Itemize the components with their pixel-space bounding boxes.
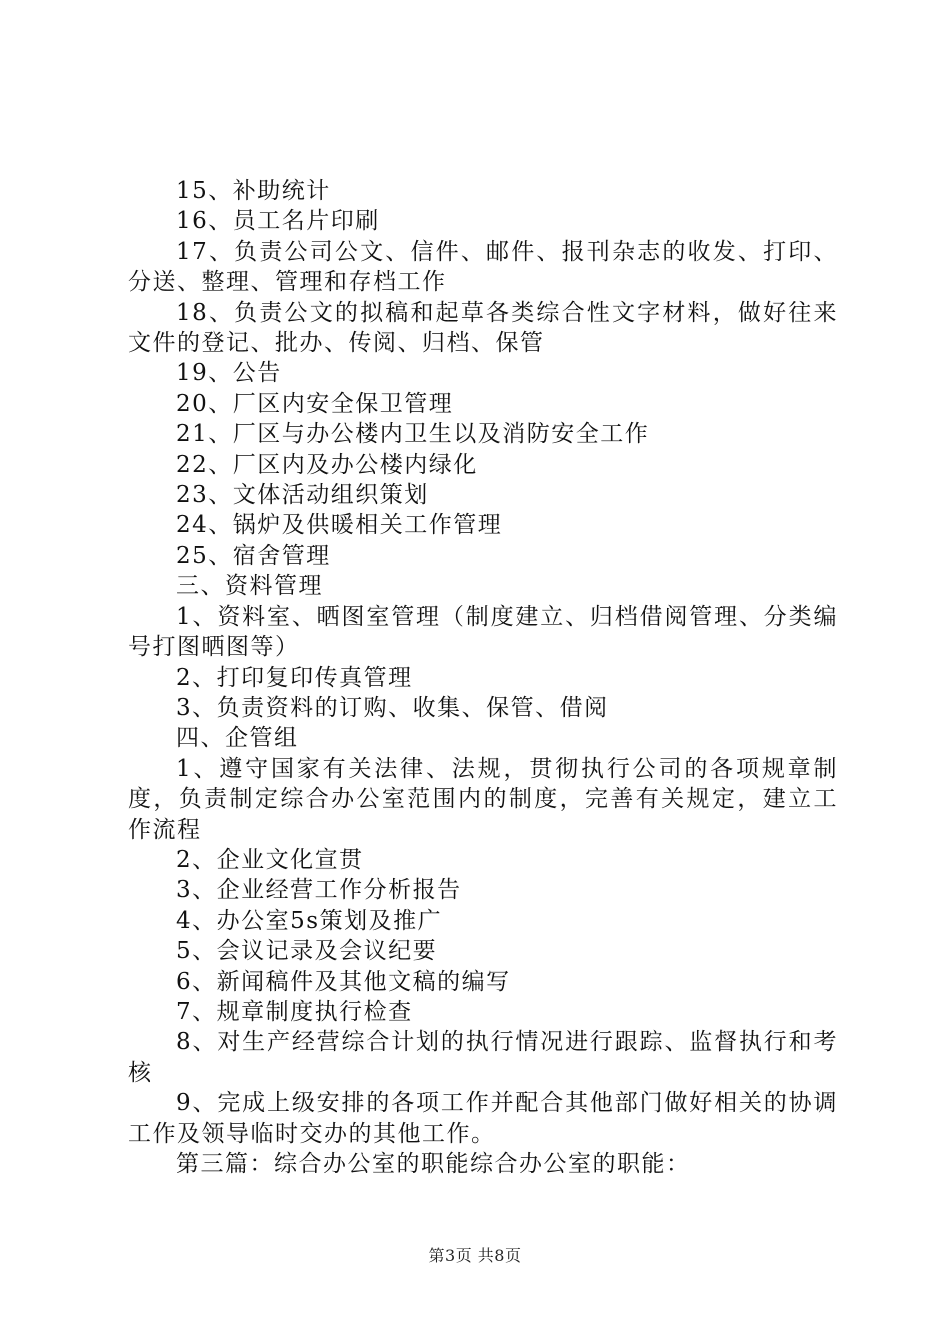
paragraph: 23、文体活动组织策划 bbox=[176, 482, 429, 509]
paragraph: 16、员工名片印刷 bbox=[176, 208, 380, 235]
chapter-heading: 第三篇：综合办公室的职能综合办公室的职能： bbox=[176, 1151, 691, 1177]
paragraph: 7、规章制度执行检查 bbox=[176, 998, 413, 1025]
paragraph: 6、新闻稿件及其他文稿的编写 bbox=[176, 968, 511, 995]
document-body bbox=[128, 176, 838, 1179]
paragraph: 1、遵守国家有关法律、法规，贯彻执行公司的各项规章制度，负责制定综合办公室范围内的制度，完善有关规定，建立工作流程 bbox=[128, 755, 838, 843]
paragraph: 22、厂区内及办公楼内绿化 bbox=[176, 451, 478, 478]
paragraph: 3、负责资料的订购、收集、保管、借阅 bbox=[176, 694, 609, 721]
paragraph: 18、负责公文的拟稿和起草各类综合性文字材料，做好往来文件的登记、批办、传阅、归档、保管 bbox=[128, 299, 838, 357]
paragraph: 24、锅炉及供暖相关工作管理 bbox=[176, 512, 503, 539]
paragraph: 3、企业经营工作分析报告 bbox=[176, 877, 462, 904]
paragraph: 9、完成上级安排的各项工作并配合其他部门做好相关的协调工作及领导临时交办的其他工作。 bbox=[128, 1090, 838, 1147]
paragraph: 1、资料室、晒图室管理（制度建立、归档借阅管理、分类编号打图晒图等） bbox=[128, 603, 838, 661]
paragraph: 4、办公室5s策划及推广 bbox=[176, 907, 443, 934]
paragraph: 20、厂区内安全保卫管理 bbox=[176, 390, 454, 417]
paragraph: 15、补助统计 bbox=[176, 178, 331, 204]
paragraph: 17、负责公司公文、信件、邮件、报刊杂志的收发、打印、分送、整理、管理和存档工作 bbox=[128, 238, 838, 296]
paragraph: 2、打印复印传真管理 bbox=[176, 664, 413, 691]
section-heading: 三、资料管理 bbox=[176, 573, 323, 600]
paragraph: 25、宿舍管理 bbox=[176, 542, 331, 569]
page-number-footer: 第3页 共8页 bbox=[428, 1246, 522, 1265]
paragraph: 5、会议记录及会议纪要 bbox=[176, 938, 438, 965]
paragraph: 21、厂区与办公楼内卫生以及消防安全工作 bbox=[176, 421, 650, 448]
paragraph: 2、企业文化宣贯 bbox=[176, 846, 364, 873]
paragraph: 8、对生产经营综合计划的执行情况进行跟踪、监督执行和考核 bbox=[128, 1029, 838, 1086]
section-heading: 四、企管组 bbox=[176, 725, 299, 752]
paragraph: 19、公告 bbox=[176, 360, 282, 387]
